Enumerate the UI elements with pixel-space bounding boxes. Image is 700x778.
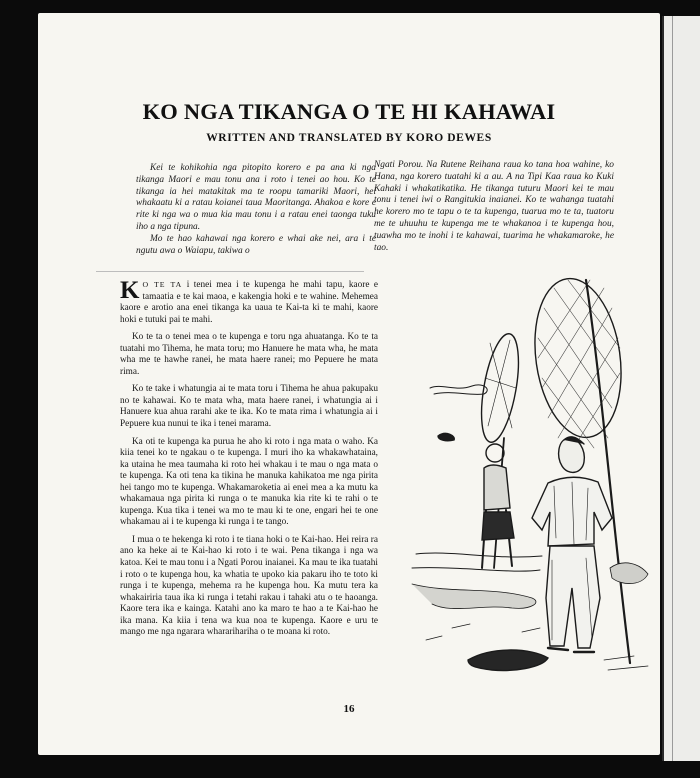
divider (96, 271, 364, 272)
foreground-rock (468, 650, 548, 671)
body-paragraph: Ka oti te kupenga ka purua he aho ki roto i nga mata o waho. Ka kiia tenei ko te ngakau o te kupenga. I muri iho ka whakawhatainа, ka utaina he mea taumaha ki roto hei whakau i te mau o nga mata o te kupenga. Ka oti tena ka tikina he manuka kahikatoa me nga pirita hei tango mo te kupenga. Whakamaroketia ai enei mea a ka mutu ka whakamaua nga pirita ki runga o te manuka kia rite ki te rahi o te kupenga. Kua tika i tenei wa mo te mau ki te one, engari hei te one whakamau ai i te kupenga ki runga i te tango. (120, 436, 378, 528)
fishermen-with-nets-illustration (372, 268, 657, 688)
adjacent-page-edge (662, 16, 700, 761)
article-byline: WRITTEN AND TRANSLATED BY KORO DEWES (206, 132, 492, 144)
page-number: 16 (343, 703, 355, 715)
small-hoop-net (475, 331, 526, 445)
distant-fisherman-figure (482, 444, 514, 568)
body-column (120, 279, 378, 645)
intro-paragraph: Mo te hao kahawai nga korero e whai ake nei, ara i te ngutu awa o Waiapu, takiwa o (136, 233, 376, 256)
paragraph-text: i tenei mea i te kupenga he mahi tapu, kaore e tamaatia e te kai maoa, e kakengia hoki e te wahine. Mehemea kaore e arotio ana enei tikanga ka uaua te Kai-ta ki te mahi, kaore hoki e tutuki pai te mahi. (120, 280, 378, 325)
body-paragraph: I mua o te hekenga ki roto i te tiana hoki o te Kai-hao. Hei reira ra ano ka heke ai te Kai-hao ki roto i te wai. Pena tikanga i nga wa katoa. Kei te mau tonu i a Ngati Porou inaianei. Ka mau te ika tuatahi i roto o te kupenga hou, ka whatia te upoko kia pakaru iho te toto ki runga i te kupenga, mehema ra he kupenga hou. Ka mutu tera ka whakairiria taua ika ki runga i tetahi rakau i tahaki atu o te haoanga. Kaore tera ika e kainga. Katahi ano ka maro te hao a te Kai-hao he ika mana. Ka kiia i tena wa kua noa te kupenga. Kaore e uru te mango me nga ngarara wharariharihа o te moana ki roto. (120, 534, 378, 638)
intro-column-left (136, 163, 376, 257)
article-title: KO NGA TIKANGA O TE HI KAHAWAI (142, 99, 556, 124)
body-paragraph: Ko te take i whatungia ai te mata toru i Tihema he ahua pakupaku no te kahawai. Ko te mata wha, mata haere ranei, i whatungia ai i Hanuere kua ahua rarahi ake te ika. Ko te mata rima i whatungia ai i Pepuere kua nunui te ika i tenei marama. (120, 384, 378, 430)
foreground-fisherman-figure (532, 437, 612, 652)
body-paragraph (120, 279, 378, 326)
net-mesh (538, 280, 620, 448)
magazine-page (38, 13, 660, 755)
shore (412, 584, 536, 609)
cloud (430, 385, 487, 395)
intro-paragraph: Ngati Porou. Na Rutene Reihana raua ko tana hoa wahine, ko Hana, nga korero tuatahi ki a au. A na Tipi Kaa raua ko Kuki Kahaki i whakatikatika. He tikanga tuturu Maori kei te mau tonu i tenei iwi o Rangitukia inaianei. Ko te wahanga tuatahi he korero mo te tapu o te ta kupenga, tuarua mo te ta, tuatoru me te uhuuhu te kupenga me te whakanoa i te kupenga hou, tuawha mo te inohi i te kahawai, tuarima he whakamaroke, he tao. (374, 160, 614, 253)
shore-boulder (610, 563, 648, 584)
intro-column-right (374, 160, 614, 254)
horizon-water (412, 553, 542, 571)
distant-rock (438, 433, 454, 440)
drop-cap: K (120, 277, 140, 304)
opening-small-caps: O TE TA (142, 280, 183, 289)
body-paragraph: Ko te ta o tenei mea o te kupenga e toru nga ahuatanga. Ko te ta tuatahi mo Tihema, he mata toru; mo Hanuere he mata wha, he mata wha me te hawhe ranei, he mata haere ranei; mo Pepuere he mata rima. (120, 332, 378, 377)
intro-paragraph: Kei te kohikohia nga pitopito korero e pa ana ki nga tikanga Maori e mau tonu ana i roto i tenei ao hou. Ko te tikanga ia hei matakitak ma te roopu tamariki Maori, hei whakaatu ki a ratau koianei taua Maoritanga. Ahakoa e kore e rite ki nga wa o mua kia mau tonu i a ratau enei taonga tuku iho a nga tipuna. (136, 163, 376, 232)
